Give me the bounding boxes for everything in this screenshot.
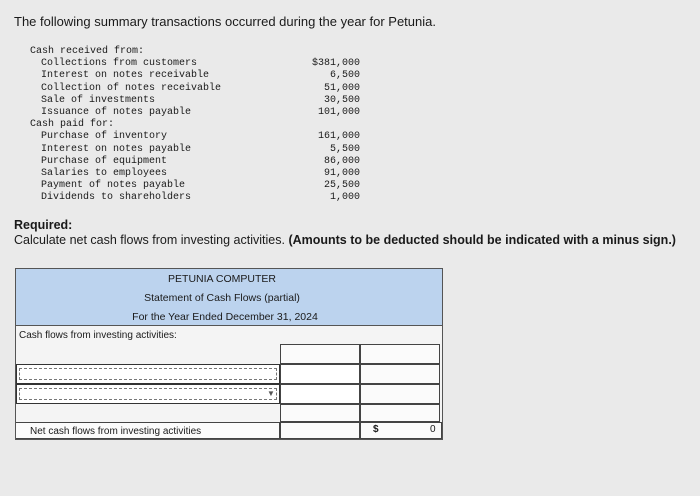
required-note: (Amounts to be deducted should be indicated with a minus sign.) <box>288 233 676 247</box>
received-header: Cash received from: <box>30 46 145 57</box>
txn-label: Payment of notes payable <box>41 180 186 192</box>
net-cash-flows-label: Net cash flows from investing activities <box>30 426 202 437</box>
activity-input-area[interactable] <box>19 388 277 400</box>
paid-row <box>30 156 360 168</box>
required-text: Calculate net cash flows from investing activities. <box>14 233 285 247</box>
statement-title: Statement of Cash Flows (partial) <box>144 292 300 304</box>
paid-header-row <box>30 119 360 131</box>
required-label: Required: <box>14 218 73 232</box>
txn-amount: 161,000 <box>317 131 360 143</box>
chevron-down-icon[interactable]: ▼ <box>267 389 275 398</box>
statement-period: For the Year Ended December 31, 2024 <box>132 311 318 323</box>
txn-amount: 30,500 <box>323 94 360 106</box>
txn-label: Salaries to employees <box>41 167 168 179</box>
paid-row <box>30 168 360 180</box>
txn-amount: 101,000 <box>317 106 360 118</box>
txn-amount: 25,500 <box>323 180 360 192</box>
activity-select[interactable] <box>16 384 280 404</box>
txn-label: Issuance of notes payable <box>41 106 192 118</box>
transactions-listing <box>30 46 360 204</box>
received-row <box>30 83 360 95</box>
activity-input-area[interactable] <box>19 368 277 380</box>
received-row <box>30 70 360 82</box>
received-row <box>30 107 360 119</box>
problem-intro: The following summary transactions occurred during the year for Petunia. <box>14 14 436 29</box>
investing-section-label: Cash flows from investing activities: <box>19 330 177 341</box>
total-cell <box>360 344 440 364</box>
statement-header <box>16 269 442 326</box>
received-row <box>30 58 360 70</box>
txn-amount: 86,000 <box>323 155 360 167</box>
required-block <box>14 218 676 248</box>
txn-amount: 91,000 <box>323 167 360 179</box>
txn-label: Collection of notes receivable <box>41 82 222 94</box>
txn-amount: $381,000 <box>311 58 360 70</box>
cash-flow-statement-table <box>15 268 443 440</box>
txn-amount: 6,500 <box>329 70 360 82</box>
net-cash-flows-value: 0 <box>430 424 436 435</box>
txn-label: Purchase of equipment <box>41 155 168 167</box>
txn-label: Sale of investments <box>41 94 156 106</box>
txn-label: Interest on notes payable <box>41 143 192 155</box>
txn-amount: 1,000 <box>329 192 360 204</box>
paid-row <box>30 192 360 204</box>
txn-label: Interest on notes receivable <box>41 70 210 82</box>
txn-amount: 5,500 <box>329 143 360 155</box>
net-amount-cell <box>280 422 360 439</box>
amount-input[interactable] <box>280 364 360 384</box>
paid-row <box>30 131 360 143</box>
txn-label: Purchase of inventory <box>41 131 168 143</box>
paid-row <box>30 180 360 192</box>
amount-input[interactable] <box>280 384 360 404</box>
received-header-row <box>30 46 360 58</box>
total-cell <box>360 364 440 384</box>
txn-label: Dividends to shareholders <box>41 192 192 204</box>
company-name: PETUNIA COMPUTER <box>168 273 276 285</box>
paid-header: Cash paid for: <box>30 119 115 131</box>
currency-symbol: $ <box>373 424 379 435</box>
paid-row <box>30 144 360 156</box>
total-cell <box>360 404 440 422</box>
amount-cell <box>280 404 360 422</box>
txn-label: Collections from customers <box>41 58 198 70</box>
txn-amount: 51,000 <box>323 82 360 94</box>
received-row <box>30 95 360 107</box>
amount-cell <box>280 344 360 364</box>
activity-select[interactable] <box>16 364 280 384</box>
total-cell <box>360 384 440 404</box>
